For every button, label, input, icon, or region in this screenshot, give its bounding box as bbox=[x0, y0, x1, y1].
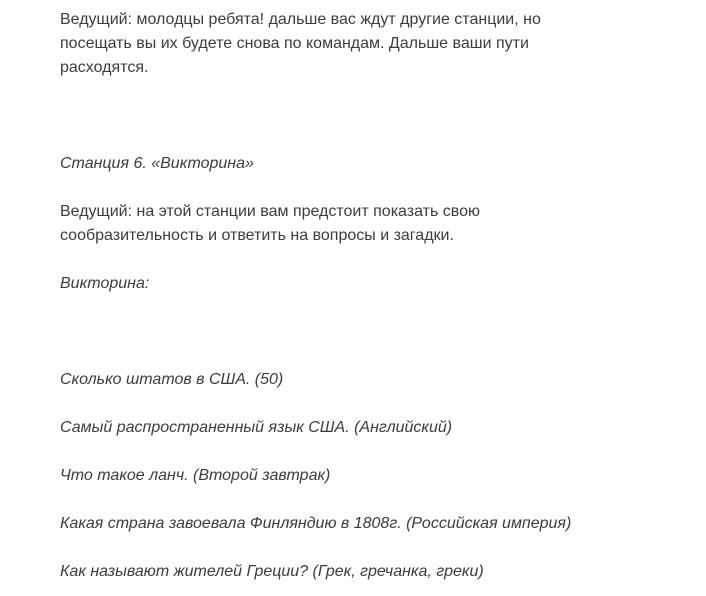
host-paragraph-intro: Ведущий: молодцы ребята! дальше вас ждут другие станции, но посещать вы их будете снова по командам. Дальше ваши пути расходятся. bbox=[60, 11, 541, 76]
station-heading: Станция 6. «Викторина» bbox=[60, 155, 254, 172]
quiz-label: Викторина: bbox=[60, 275, 150, 292]
quiz-question: Что такое ланч. (Второй завтрак) bbox=[60, 467, 331, 484]
quiz-question: Сколько штатов в США. (50) bbox=[60, 371, 284, 388]
host-paragraph-station: Ведущий: на этой станции вам предстоит показать свою сообразительность и ответить на вопросы и загадки. bbox=[60, 203, 480, 244]
quiz-question: Какая страна завоевала Финляндию в 1808г. (Российская империя) bbox=[60, 515, 572, 532]
quiz-question: Как называют жителей Греции? (Грек, гречанка, греки) bbox=[60, 563, 484, 580]
quiz-question: Самый распространенный язык США. (Английский) bbox=[60, 419, 453, 436]
